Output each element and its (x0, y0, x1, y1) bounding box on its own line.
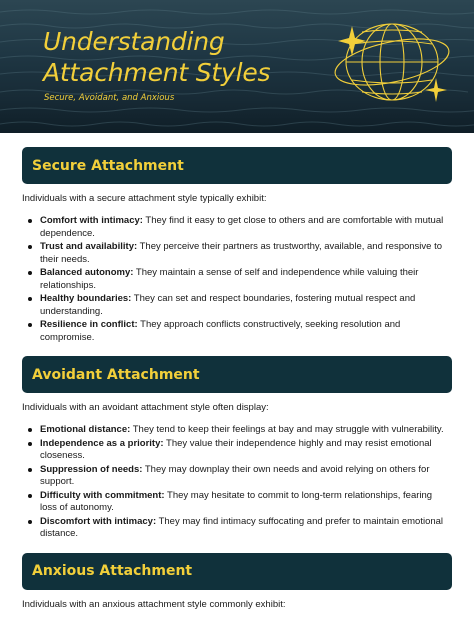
bullet-icon (28, 428, 32, 432)
section-intro: Individuals with a secure attachment style typically exhibit: (22, 193, 267, 204)
globe-sparkle-icon (328, 12, 456, 112)
section-intro: Individuals with an avoidant attachment style often display: (22, 402, 269, 413)
list-item-text: They may find intimacy suffocating and prefer to maintain emotional distance. (40, 515, 444, 539)
bullet-icon (28, 442, 32, 446)
list-item-text: They can set and respect boundaries, fostering mutual respect and understanding. (40, 293, 416, 317)
bullet-list (22, 215, 452, 344)
list-item (22, 516, 452, 541)
section-title: Avoidant Attachment (32, 366, 200, 383)
list-item-term: Difficulty with commitment: (40, 489, 165, 501)
page-title-line-2: Attachment Styles (43, 58, 271, 87)
list-item-term: Emotional distance: (40, 424, 131, 435)
page-subtitle: Secure, Avoidant, and Anxious (44, 93, 175, 103)
section-title: Anxious Attachment (32, 563, 193, 579)
list-item-term: Trust and availability: (40, 241, 138, 252)
list-item-text: They perceive their partners as trustworthy, available, and responsive to their needs. (40, 241, 442, 265)
list-item-term: Resilience in conflict: (40, 319, 138, 330)
page-title-line-1: Understanding (43, 27, 225, 56)
list-item (22, 215, 452, 240)
list-item-text: They may hesitate to commit to long-term relationships, fearing loss of autonomy. (40, 489, 433, 513)
section-header-anxious (22, 553, 452, 590)
list-item-text: They may downplay their own needs and avoid relying on others for support. (40, 463, 430, 487)
list-item-term: Discomfort with intimacy: (40, 515, 157, 527)
bullet-icon (28, 297, 32, 301)
list-item (22, 319, 452, 344)
list-item-text: They approach conflicts constructively, seeking resolution and compromise. (40, 319, 401, 343)
list-item (22, 464, 452, 489)
bullet-icon (28, 468, 32, 472)
list-item (22, 490, 452, 515)
list-item (22, 267, 452, 292)
bullet-icon (28, 219, 32, 223)
bullet-icon (28, 271, 32, 275)
bullet-list (22, 424, 452, 541)
main-content (0, 133, 474, 611)
page-title (43, 26, 270, 88)
section-header-avoidant (22, 356, 452, 393)
bullet-icon (28, 494, 32, 498)
list-item-term: Healthy boundaries: (40, 293, 132, 304)
section-title: Secure Attachment (32, 157, 184, 174)
list-item-text: They value their independence highly and may resist emotional closeness. (40, 437, 432, 461)
list-item-text: They maintain a sense of self and independence while valuing their relationships. (40, 267, 419, 291)
list-item-text: They find it easy to get close to others and are comfortable with mutual dependence. (40, 215, 444, 239)
section-header-secure (22, 147, 452, 184)
list-item-term: Independence as a priority: (40, 437, 164, 449)
list-item-term: Comfort with intimacy: (40, 215, 143, 226)
list-item (22, 241, 452, 266)
list-item (22, 424, 452, 437)
bullet-icon (28, 245, 32, 249)
list-item (22, 293, 452, 318)
list-item-text: They tend to keep their feelings at bay and may struggle with vulnerability. (130, 424, 444, 435)
list-item-term: Suppression of needs: (40, 463, 143, 475)
list-item-term: Balanced autonomy: (40, 267, 134, 278)
hero-banner (0, 0, 474, 133)
list-item (22, 438, 452, 463)
bullet-icon (28, 520, 32, 524)
bullet-icon (28, 323, 32, 327)
section-intro: Individuals with an anxious attachment style commonly exhibit: (22, 598, 286, 610)
